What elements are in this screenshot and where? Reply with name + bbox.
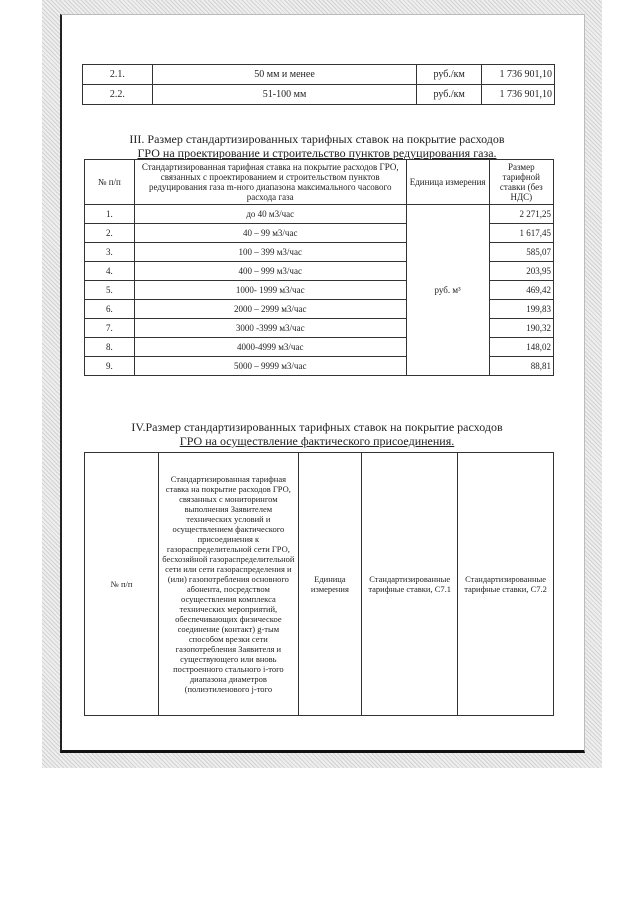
row-unit: руб./км	[417, 85, 482, 105]
row-value: 585,07	[489, 243, 553, 262]
row-number: 7.	[85, 319, 135, 338]
row-value: 148,02	[489, 338, 553, 357]
row-value: 203,95	[489, 262, 553, 281]
row-description: 40 – 99 м3/час	[134, 224, 406, 243]
table-row	[83, 85, 555, 105]
row-description: 3000 -3999 м3/час	[134, 319, 406, 338]
row-number: 1.	[85, 205, 135, 224]
row-value: 2 271,25	[489, 205, 553, 224]
row-description: 1000- 1999 м3/час	[134, 281, 406, 300]
row-description: 50 мм и менее	[152, 65, 416, 85]
row-number: 3.	[85, 243, 135, 262]
row-description: 5000 – 9999 м3/час	[134, 357, 406, 376]
row-number: 2.2.	[83, 85, 153, 105]
row-number: 2.	[85, 224, 135, 243]
header-unit: Единица измерения	[406, 160, 489, 205]
row-value: 1 617,45	[489, 224, 553, 243]
header-num: № п/п	[85, 160, 135, 205]
section4-title-line2: ГРО на осуществление фактического присоединения.	[179, 434, 455, 448]
row-number: 2.1.	[83, 65, 153, 85]
row-number: 6.	[85, 300, 135, 319]
row-description: 100 – 399 м3/час	[134, 243, 406, 262]
row-description: 51-100 мм	[152, 85, 416, 105]
header-rate: Размер тарифной ставки (без НДС)	[489, 160, 553, 205]
header-desc: Стандартизированная тарифная ставка на покрытие расходов ГРО, связанных с проектированием и строительством пунктов редуцирования газа m-ного диапазона максимального часового расхода газа	[134, 160, 406, 205]
table-row	[85, 205, 554, 224]
document-page	[60, 14, 585, 753]
row-description: 4000-4999 м3/час	[134, 338, 406, 357]
row-value: 1 736 901,10	[482, 85, 555, 105]
header-c71: Стандартизированные тарифные ставки, С7.1	[362, 453, 458, 716]
pipeline-rates-table	[82, 64, 555, 105]
header-c72: Стандартизированные тарифные ставки, С7.2	[458, 453, 554, 716]
row-value: 190,32	[489, 319, 553, 338]
row-unit: руб./км	[417, 65, 482, 85]
header-unit: Единица измерения	[298, 453, 362, 716]
section4-heading	[82, 420, 552, 448]
section3-title-line2: ГРО на проектирование и строительство пунктов редуцирования газа.	[137, 146, 497, 160]
row-value: 469,42	[489, 281, 553, 300]
table-row	[83, 65, 555, 85]
row-number: 9.	[85, 357, 135, 376]
row-number: 8.	[85, 338, 135, 357]
row-value: 88,81	[489, 357, 553, 376]
row-value: 1 736 901,10	[482, 65, 555, 85]
row-value: 199,83	[489, 300, 553, 319]
row-number: 4.	[85, 262, 135, 281]
section3-heading	[82, 132, 552, 160]
unit-cell: руб. м³	[406, 205, 489, 376]
row-description: 2000 – 2999 м3/час	[134, 300, 406, 319]
reduction-points-table	[84, 159, 554, 376]
section4-title-line1: IV.Размер стандартизированных тарифных ставок на покрытие расходов	[131, 420, 503, 434]
row-description: 400 – 999 м3/час	[134, 262, 406, 281]
section3-title-line1: III. Размер стандартизированных тарифных ставок на покрытие расходов	[129, 132, 505, 146]
row-description: до 40 м3/час	[134, 205, 406, 224]
row-number: 5.	[85, 281, 135, 300]
header-num: № п/п	[85, 453, 159, 716]
header-desc: Стандартизированная тарифная ставка на покрытие расходов ГРО, связанных с мониторингом выполнения Заявителем технических условий и осуществлением фактического присоединения к газораспределительной сети ГРО, бесхозяйной газораспределительной сети или сети газораспределения и (или) газопотребления основного абонента, посредством осуществления комплекса технических мероприятий, обеспечивающих физическое соединение (контакт) g-тым способом врезки сети газопотребления Заявителя и существующего или вновь построенного стального i-того диапазона диаметров (полиэтиленового j-того	[159, 453, 298, 716]
connection-rates-table	[84, 452, 554, 716]
